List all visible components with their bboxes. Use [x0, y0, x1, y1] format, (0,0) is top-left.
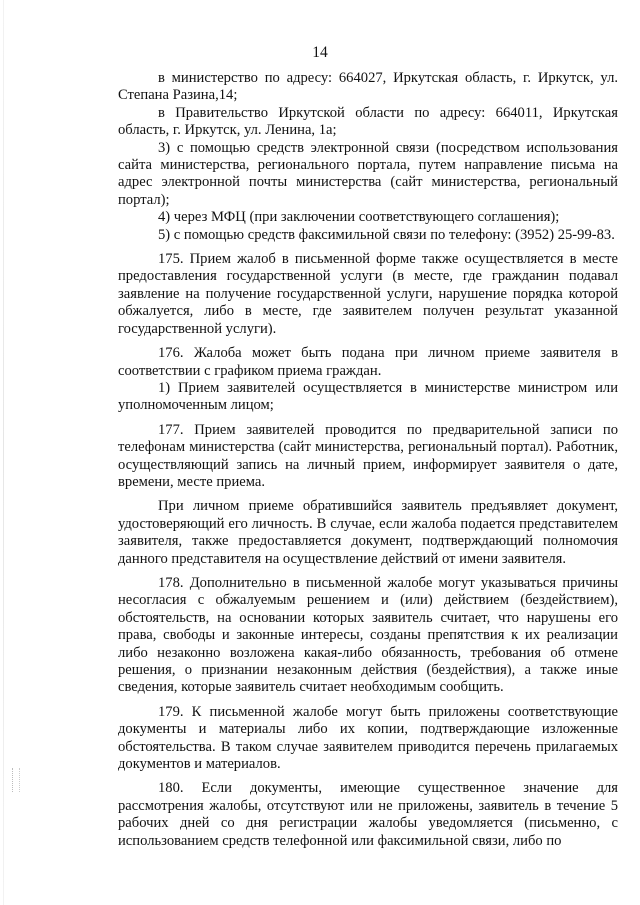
paragraph-item-4: 4) через МФЦ (при заключении соответствующего соглашения); — [158, 209, 560, 226]
paragraph-address-ministry: в министерство по адресу: 664027, Иркутская область, г. Иркутск, ул. Степана Разина,14; — [118, 70, 618, 104]
paragraph-177: 177. Прием заявителей проводится по предварительной записи по телефонам министерства (сайт министерства, региональный портал). Работник, осуществляющий запись на личный прием, информирует заявителя о дате, времени, месте приема. — [118, 421, 618, 490]
paragraph-address-government: в Правительство Иркутской области по адресу: 664011, Иркутская область, г. Иркутск, ул. Ленина, 1а; — [118, 104, 618, 139]
paragraph-175: 175. Прием жалоб в письменной форме также осуществляется в месте предоставления государственной услуги (в месте, где гражданин подавал заявление на получение государственной услуги, нарушение порядка которой обжалуется, либо в месте, где заявителем получен результат указанной государственной услуги). — [118, 251, 618, 337]
paragraph-179: 179. К письменной жалобе могут быть приложены соответствующие документы и материалы либо их копии, подтверждающие изложенные обстоятельства. В таком случае заявителем приводится перечень прилагаемых документов и материалов. — [118, 703, 618, 773]
paragraph-180: 180. Если документы, имеющие существенное значение для рассмотрения жалобы, отсутствуют или не приложены, заявитель в течение 5 рабочих дней со дня регистрации жалобы уведомляется (письменно, с использованием средств телефонной или факсимильной связи, либо по — [118, 780, 618, 849]
paragraph-item-3: 3) с помощью средств электронной связи (посредством использования сайта министерства, регионального портала, путем направление письма на адрес электронной почты министерства (сайт министерства, региональный портал); — [118, 139, 618, 208]
paragraph-176: 176. Жалоба может быть подана при личном приеме заявителя в соответствии с графиком приема граждан. — [118, 345, 618, 379]
document-body — [118, 70, 618, 850]
paragraph-176-item-1: 1) Прием заявителей осуществляется в министерстве министром или уполномоченным лицом; — [118, 379, 618, 414]
page-number: 14 — [312, 44, 328, 61]
paragraph-item-5: 5) с помощью средств факсимильной связи по телефону: (3952) 25-99-83. — [158, 226, 615, 243]
scan-edge-marks — [12, 768, 20, 792]
scan-edge-line — [3, 0, 4, 905]
paragraph-178: 178. Дополнительно в письменной жалобе могут указываться причины несогласия с обжалуемым решением и (или) действием (бездействием), обстоятельств, на основании которых заявитель считает, что нарушены его права, свободы и законные интересы, созданы препятствия к их реализации либо незаконно возложена какая-либо обязанность, требования об отмене решения, о признании незаконным действия (бездействия), а также иные сведения, которые заявитель считает необходимым сообщить. — [118, 574, 618, 696]
paragraph-personal-reception: При личном приеме обратившийся заявитель предъявляет документ, удостоверяющий его личность. В случае, если жалоба подается представителем заявителя, также предоставляется документ, подтверждающий полномочия данного представителя на осуществление действий от имени заявителя. — [118, 498, 618, 567]
